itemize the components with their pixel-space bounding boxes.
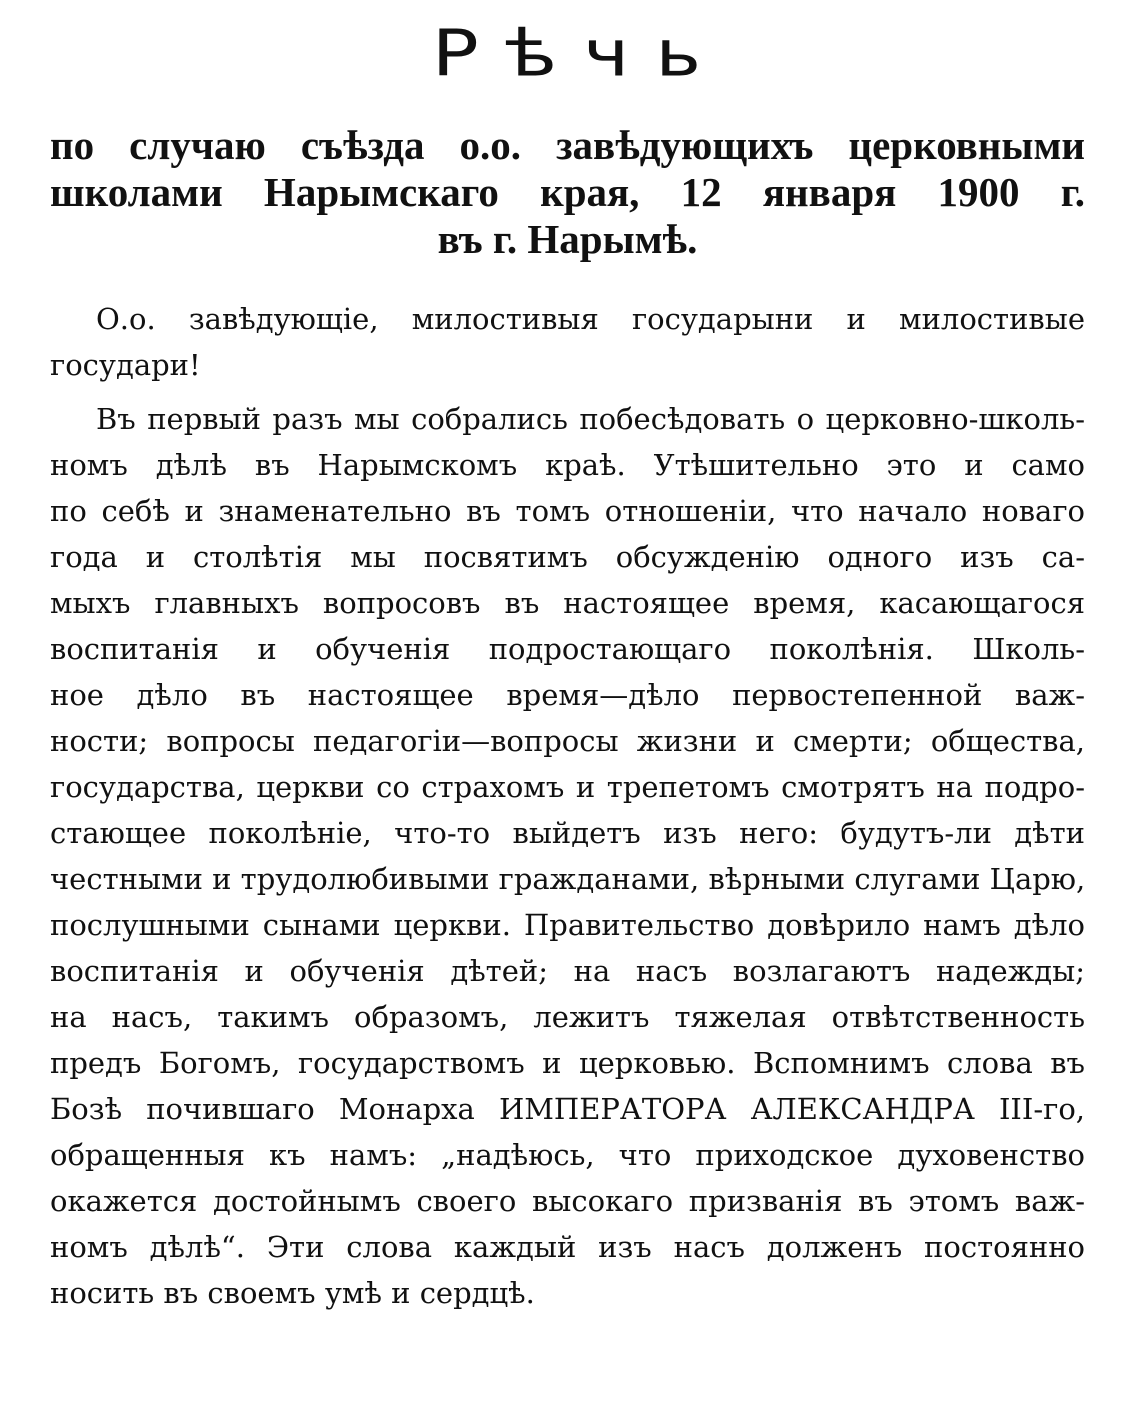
salutation [50, 296, 1085, 388]
paragraph-line: стающее поколѣніе, что-то выйдетъ изъ него: будутъ-ли дѣти [50, 816, 1085, 850]
paragraph-line: воспитанія и обученія дѣтей; на насъ возлагаютъ надежды; [50, 954, 1085, 988]
salutation-line: государи! [50, 348, 201, 382]
subtitle-line: по случаю съѣзда о.о. завѣдующихъ церковными [50, 122, 1085, 168]
subtitle-line: школами Нарымскаго края, 12 января 1900 г. [50, 169, 1085, 215]
salutation-line: О.о. завѣдующіе, милостивыя государыни и милостивые [96, 302, 1085, 336]
paragraph-line: ности; вопросы педагогіи—вопросы жизни и смерти; общества, [50, 724, 1085, 758]
paragraph-line: номъ дѣлѣ въ Нарымскомъ краѣ. Утѣшительно это и само [50, 448, 1085, 482]
paragraph-line: предъ Богомъ, государствомъ и церковью. Вспомнимъ слова въ [50, 1046, 1085, 1080]
paragraph-line: ное дѣло въ настоящее время—дѣло первостепенной важ- [50, 678, 1085, 712]
paragraph-line: честными и трудолюбивыми гражданами, вѣрными слугами Царю, [50, 862, 1086, 896]
paragraph-line: на насъ, такимъ образомъ, лежитъ тяжелая отвѣтственность [50, 1000, 1085, 1034]
paragraph-line: послушными сынами церкви. Правительство довѣрило намъ дѣло [50, 908, 1085, 942]
paragraph-line: воспитанія и обученія подростающаго поколѣнія. Школь- [50, 632, 1085, 666]
paragraph-line: государства, церкви со страхомъ и трепетомъ смотрятъ на подро- [50, 770, 1085, 804]
paragraph-line: окажется достойнымъ своего высокаго призванія въ этомъ важ- [50, 1184, 1085, 1218]
subtitle-line: въ г. Нарымѣ. [437, 216, 698, 262]
paragraph-line: носить въ своемъ умѣ и сердцѣ. [50, 1276, 535, 1310]
paragraph-line: Въ первый разъ мы собрались побесѣдовать о церковно-школь- [96, 402, 1085, 436]
document-title: Рѣчь [431, 17, 728, 91]
paragraph-line: года и столѣтія мы посвятимъ обсужденію одного изъ са- [50, 540, 1085, 574]
paragraph-line: номъ дѣлѣ“. Эти слова каждый изъ насъ долженъ постоянно [50, 1230, 1085, 1264]
paragraph-line: обращенныя къ намъ: „надѣюсь, что приходское духовенство [50, 1138, 1085, 1172]
paragraph-line: мыхъ главныхъ вопросовъ въ настоящее время, касающагося [50, 586, 1085, 620]
paragraph-line: Бозѣ почившаго Монарха ИМПЕРАТОРА АЛЕКСАНДРА III-го, [50, 1092, 1085, 1126]
main-paragraph [50, 396, 1085, 1316]
paragraph-line: по себѣ и знаменательно въ томъ отношеніи, что начало новаго [50, 494, 1085, 528]
document-subtitle [50, 122, 1085, 263]
